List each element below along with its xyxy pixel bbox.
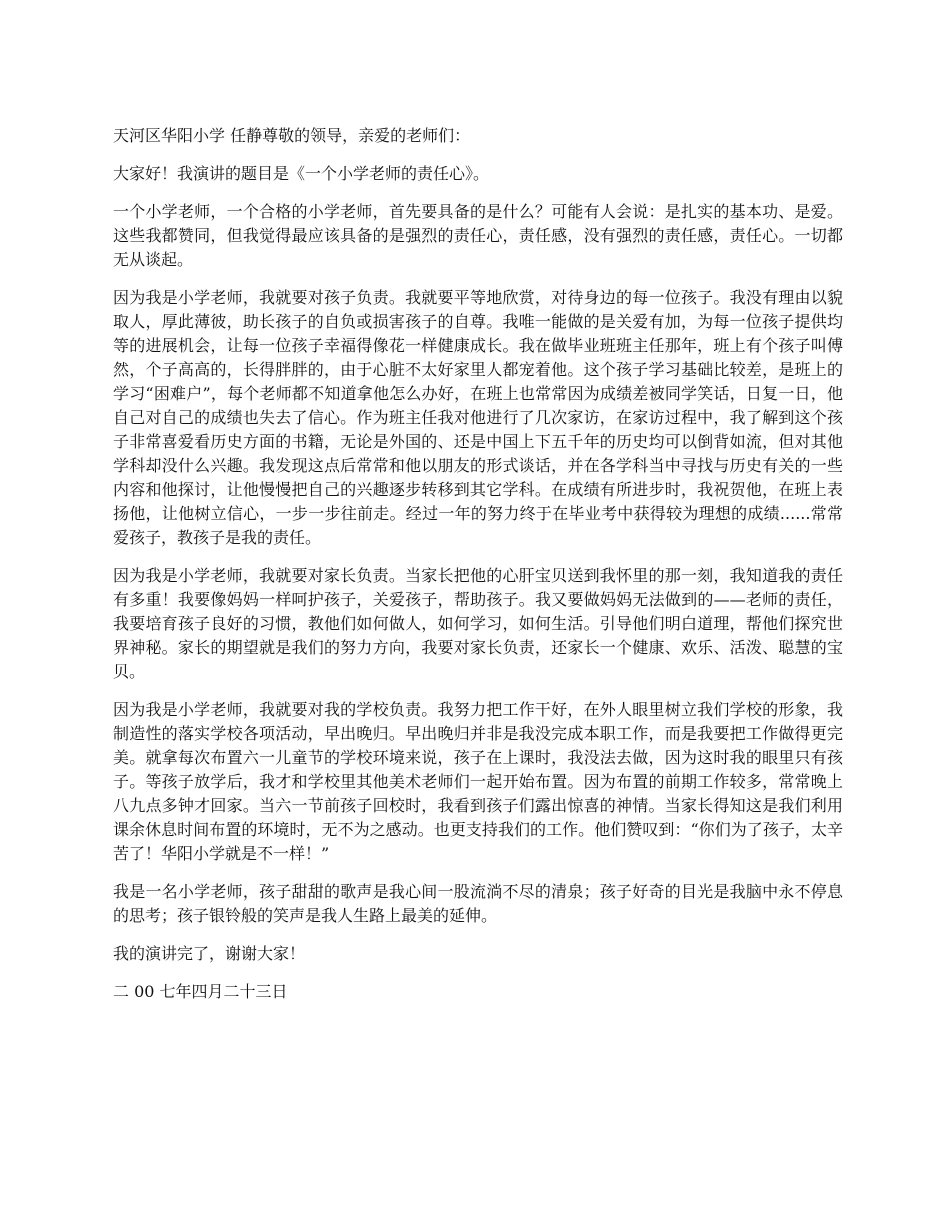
body-paragraph: 因为我是小学老师，我就要对家长负责。当家长把他的心肝宝贝送到我怀里的那一刻，我知道我的责任有多重！我要像妈妈一样呵护孩子，关爱孩子，帮助孩子。我又要做妈妈无法做到的——老师的责任，我要培育孩子良好的习惯，教他们如何做人，如何学习，如何生活。引导他们明白道理，帮他们探究世界神秘。家长的期望就是我们的努力方向，我要对家长负责，还家长一个健康、欢乐、活泼、聪慧的宝贝。 <box>113 566 843 681</box>
date-line: 二 00 七年四月二十三日 <box>113 982 288 1001</box>
body-paragraph: 因为我是小学老师，我就要对孩子负责。我就要平等地欣赏，对待身边的每一位孩子。我没有理由以貌取人，厚此薄彼，助长孩子的自负或损害孩子的自尊。我唯一能做的是关爱有加，为每一位孩子提供均等的进展机会，让每一位孩子幸福得像花一样健康成长。我在做毕业班班主任那年，班上有个孩子叫傅然，个子高高的，长得胖胖的，由于心脏不太好家里人都宠着他。这个孩子学习基础比较差，是班上的学习“困难户”，每个老师都不知道拿他怎么办好，在班上也常常因为成绩差被同学笑话，日复一日，他自己对自己的成绩也失去了信心。作为班主任我对他进行了几次家访，在家访过程中，我了解到这个孩子非常喜爱看历史方面的书籍，无论是外国的、还是中国上下五千年的历史均可以倒背如流，但对其他学科却没什么兴趣。我发现这点后常常和他以朋友的形式谈话，并在各学科当中寻找与历史有关的一些内容和他探讨，让他慢慢把自己的兴趣逐步转移到其它学科。在成绩有所进步时，我祝贺他，在班上表扬他，让他树立信心，一步一步往前走。经过一年的努力终于在毕业考中获得较为理想的成绩......常常爱孩子，教孩子是我的责任。 <box>113 288 843 547</box>
body-paragraph: 我是一名小学老师，孩子甜甜的歌声是我心间一股流淌不尽的清泉；孩子好奇的目光是我脑中永不停息的思考；孩子银铃般的笑声是我人生路上最美的延伸。 <box>113 882 843 925</box>
greeting-line: 天河区华阳小学 任静尊敬的领导，亲爱的老师们： <box>113 126 471 145</box>
closing-line: 我的演讲完了，谢谢大家！ <box>113 944 306 963</box>
body-paragraph: 一个小学老师，一个合格的小学老师，首先要具备的是什么？可能有人会说：是扎实的基本功、是爱。这些我都赞同，但我觉得最应该具备的是强烈的责任心，责任感，没有强烈的责任感，责任心。一切都无从谈起。 <box>113 202 843 269</box>
body-paragraph: 因为我是小学老师，我就要对我的学校负责。我努力把工作干好，在外人眼里树立我们学校的形象，我制造性的落实学校各项活动，早出晚归。早出晚归并非是我没完成本职工作，而是我要把工作做得更完美。就拿每次布置六一儿童节的学校环境来说，孩子在上课时，我没法去做，因为这时我的眼里只有孩子。等孩子放学后，我才和学校里其他美术老师们一起开始布置。因为布置的前期工作较多，常常晚上八九点多钟才回家。当六一节前孩子回校时，我看到孩子们露出惊喜的神情。当家长得知这是我们利用课余休息时间布置的环境时，无不为之感动。也更支持我们的工作。他们赞叹到：“你们为了孩子，太辛苦了！华阳小学就是不一样！” <box>113 700 843 863</box>
document-body <box>113 124 843 1018</box>
intro-paragraph: 大家好！我演讲的题目是《一个小学老师的责任心》。 <box>113 164 490 183</box>
